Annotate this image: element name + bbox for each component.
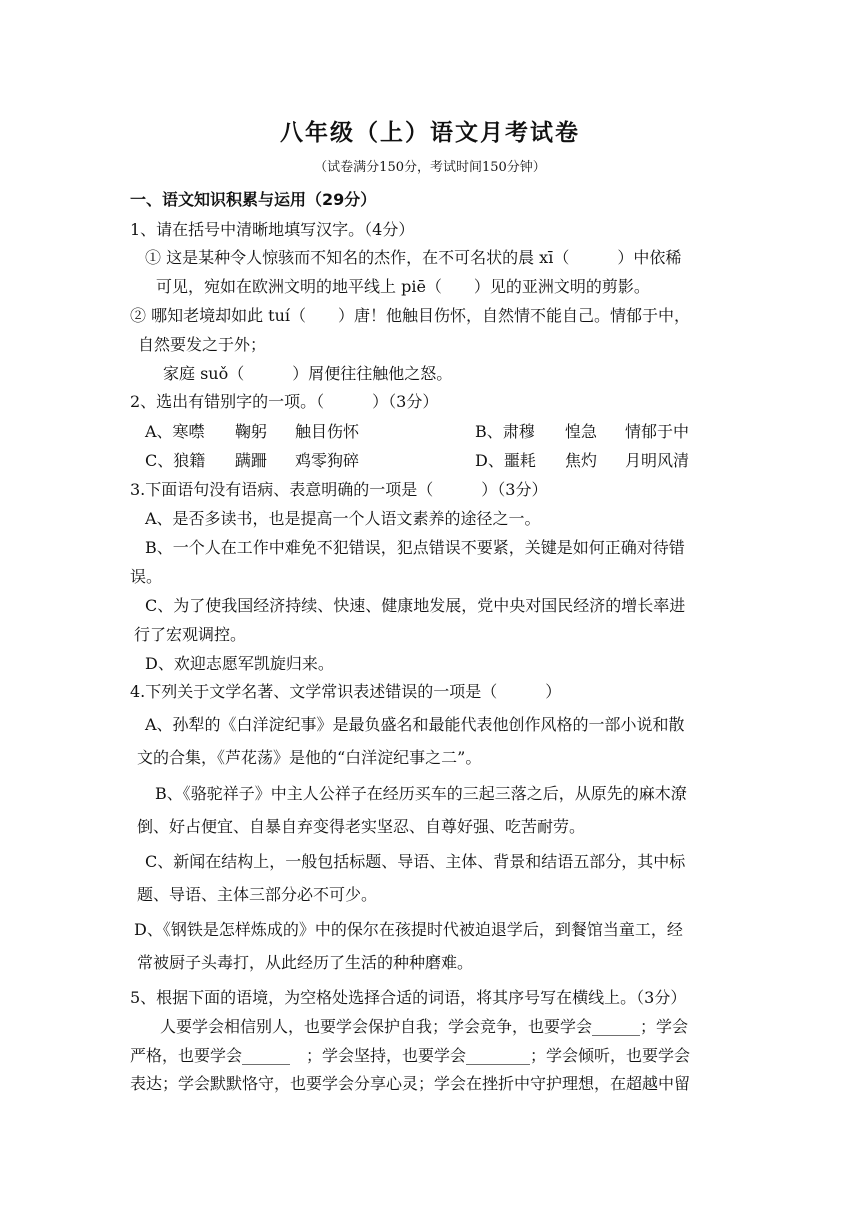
option-word: C、狼籍: [145, 451, 206, 470]
q5-stem: 5、根据下面的语境，为空格处选择合适的词语，将其序号写在横线上。（3分）: [130, 988, 687, 1007]
q3-option-b-line1: B、一个人在工作中难免不犯错误，犯点错误不要紧，关键是如何正确对待错: [145, 538, 685, 557]
q2-stem: 2、选出有错别字的一项。（ ）（3分）: [130, 392, 439, 411]
q4-option-a-line1: A、孙犁的《白洋淀纪事》是最负盛名和最能代表他创作风格的一部小说和散: [145, 715, 685, 734]
q5-paragraph-line1: 人要学会相信别人，也要学会保护自我；学会竞争，也要学会______；学会: [160, 1017, 689, 1036]
q1-item1-line2: 可见，宛如在欧洲文明的地平线上 piē（ ）见的亚洲文明的剪影。: [156, 277, 650, 296]
q5-paragraph-line3: 表达；学会默默恪守，也要学会分享心灵；学会在挫折中守护理想，在超越中留: [130, 1074, 691, 1093]
option-word: 蹒跚: [235, 451, 268, 470]
q3-option-c-line1: C、为了使我国经济持续、快速、健康地发展，党中央对国民经济的增长率进: [145, 596, 686, 615]
option-word: 鸡零狗碎: [295, 451, 360, 470]
page-title: 八年级（上）语文月考试卷: [280, 120, 580, 146]
section-heading: 一、语文知识积累与运用（29分）: [130, 190, 377, 209]
q1-item2-line3: 家庭 suǒ（ ）屑便往往触他之怒。: [163, 364, 453, 383]
option-word: 鞠躬: [235, 422, 268, 441]
option-word: 触目伤怀: [295, 422, 360, 441]
q4-stem: 4.下列关于文学名著、文学常识表述错误的一项是（ ）: [130, 682, 562, 701]
option-word: 惶急: [565, 422, 598, 441]
option-word: 焦灼: [565, 451, 598, 470]
q3-option-d: D、欢迎志愿军凯旋归来。: [145, 654, 334, 673]
option-word: 情郁于中: [625, 422, 690, 441]
q1-item2-line1: ② 哪知老境却如此 tuí（ ）唐！他触目伤怀，自然情不能自己。情郁于中，: [130, 306, 691, 325]
option-word: A、寒噤: [145, 422, 205, 441]
q3-option-a: A、是否多读书，也是提高一个人语文素养的途径之一。: [145, 509, 541, 528]
q2-option-c: [145, 451, 359, 471]
q3-option-b-line2: 误。: [130, 567, 163, 586]
q1-stem: 1、请在括号中清晰地填写汉字。（4分）: [130, 220, 415, 239]
q4-option-b-line2: 倒、好占便宜、自暴自弃变得老实坚忍、自尊好强、吃苦耐劳。: [137, 817, 586, 836]
q1-item2-line2: 自然要发之于外；: [138, 335, 267, 354]
q3-option-c-line2: 行了宏观调控。: [134, 625, 247, 644]
q2-option-a: [145, 422, 359, 442]
q4-option-d-line1: D、《钢铁是怎样炼成的》中的保尔在孩提时代被迫退学后，到餐馆当童工，经: [134, 920, 683, 939]
q5-paragraph-line2: 严格，也要学会______ ；学会坚持，也要学会________；学会倾听，也要学会: [130, 1046, 691, 1065]
q4-option-c-line1: C、新闻在结构上，一般包括标题、导语、主体、背景和结语五部分，其中标: [145, 852, 686, 871]
q4-option-a-line2: 文的合集，《芦花荡》是他的“白洋淀纪事之二”。: [137, 748, 482, 767]
exam-info: （试卷满分150分，考试时间150分钟）: [314, 160, 546, 175]
q4-option-c-line2: 题、导语、主体三部分必不可少。: [137, 885, 378, 904]
q1-item1-line1: ① 这是某种令人惊骇而不知名的杰作，在不可名状的晨 xī（ ）中依稀: [145, 248, 682, 267]
q3-stem: 3.下面语句没有语病、表意明确的一项是（ ）（3分）: [130, 480, 548, 499]
option-word: D、噩耗: [475, 451, 536, 470]
q2-option-b: [475, 422, 689, 442]
option-word: 月明风清: [625, 451, 690, 470]
option-word: B、肃穆: [475, 422, 535, 441]
q4-option-b-line1: B、《骆驼祥子》中主人公祥子在经历买车的三起三落之后，从原先的麻木潦: [155, 784, 687, 803]
q4-option-d-line2: 常被厨子头毒打，从此经历了生活的种种磨难。: [137, 953, 474, 972]
q2-option-d: [475, 451, 689, 471]
